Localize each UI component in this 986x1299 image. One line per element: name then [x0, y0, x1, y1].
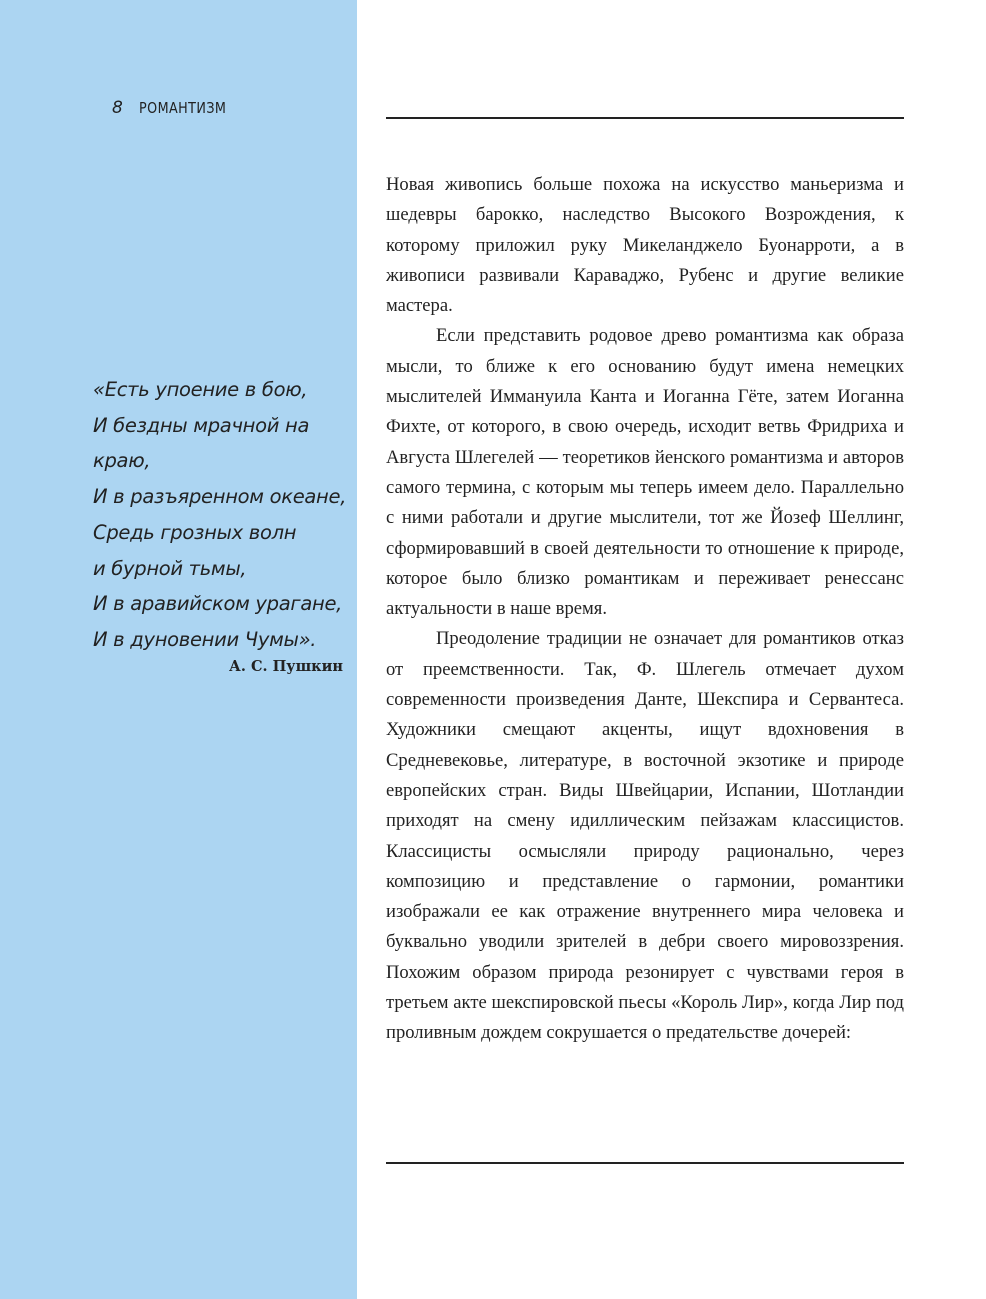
section-title: РОМАНТИЗМ — [139, 99, 227, 117]
body-text — [386, 170, 904, 1049]
epigraph-line: и бурной тьмы, — [93, 556, 247, 580]
epigraph-line: И в разъяренном океане, — [93, 485, 347, 509]
epigraph-line: И в дуновении Чумы». — [93, 627, 317, 651]
epigraph-author: А. С. Пушкин — [229, 657, 343, 675]
epigraph-line: краю, — [93, 449, 151, 473]
epigraph-line: И в аравийском урагане, — [93, 592, 343, 616]
body-paragraph: Если представить родовое древо романтизма как образа мысли, то ближе к его основанию будут имена немецких мыслителей Иммануила Канта и Иоганна Гёте, затем Иоганна Фихте, от которого, в свою очередь, исходит ветвь Фридриха и Августа Шлегелей — теоретиков йенского романтизма и авторов самого термина, с которым мы теперь имеем дело. Параллельно с ними работали и другие мыслители, тот же Йозеф Шеллинг, сформировавший в своей деятельности то отношение к природе, которое было близко романтикам и переживает ренессанс актуальности в наше время. — [386, 325, 904, 620]
epigraph-line: Средь грозных волн — [93, 520, 297, 544]
epigraph — [93, 372, 349, 675]
epigraph-line: «Есть упоение в бою, — [93, 378, 308, 401]
page-number: 8 — [112, 98, 124, 118]
top-rule — [386, 117, 904, 119]
running-head — [112, 98, 242, 118]
epigraph-line: И бездны мрачной на — [93, 413, 310, 437]
bottom-rule — [386, 1162, 904, 1164]
body-paragraph: Новая живопись больше похожа на искусство маньеризма и шедевры барокко, наследство Высокого Возрождения, к которому приложил руку Микеланджело Буонарроти, а в живописи развивали Караваджо, Рубенс и другие великие мастера. — [386, 174, 904, 317]
body-paragraph: Преодоление традиции не означает для романтиков отказ от преемственности. Так, Ф. Шлегель отмечает духом современности произведения Данте, Шекспира и Сервантеса. Художники смещают акценты, ищут вдохновения в Средневековье, литературе, в восточной экзотике и природе европейских стран. Виды Швейцарии, Испании, Шотландии приходят на смену идиллическим пейзажам классицистов. Классицисты осмысляли природу рационально, через композицию и представление о гармонии, романтики изображали ее как отражение внутреннего мира человека и буквально уводили зрителей в дебри своего мировоззрения. Похожим образом природа резонирует с чувствами героя в третьем акте шекспировской пьесы «Король Лир», когда Лир под проливным дождем сокрушается о предательстве дочерей: — [386, 628, 904, 1044]
